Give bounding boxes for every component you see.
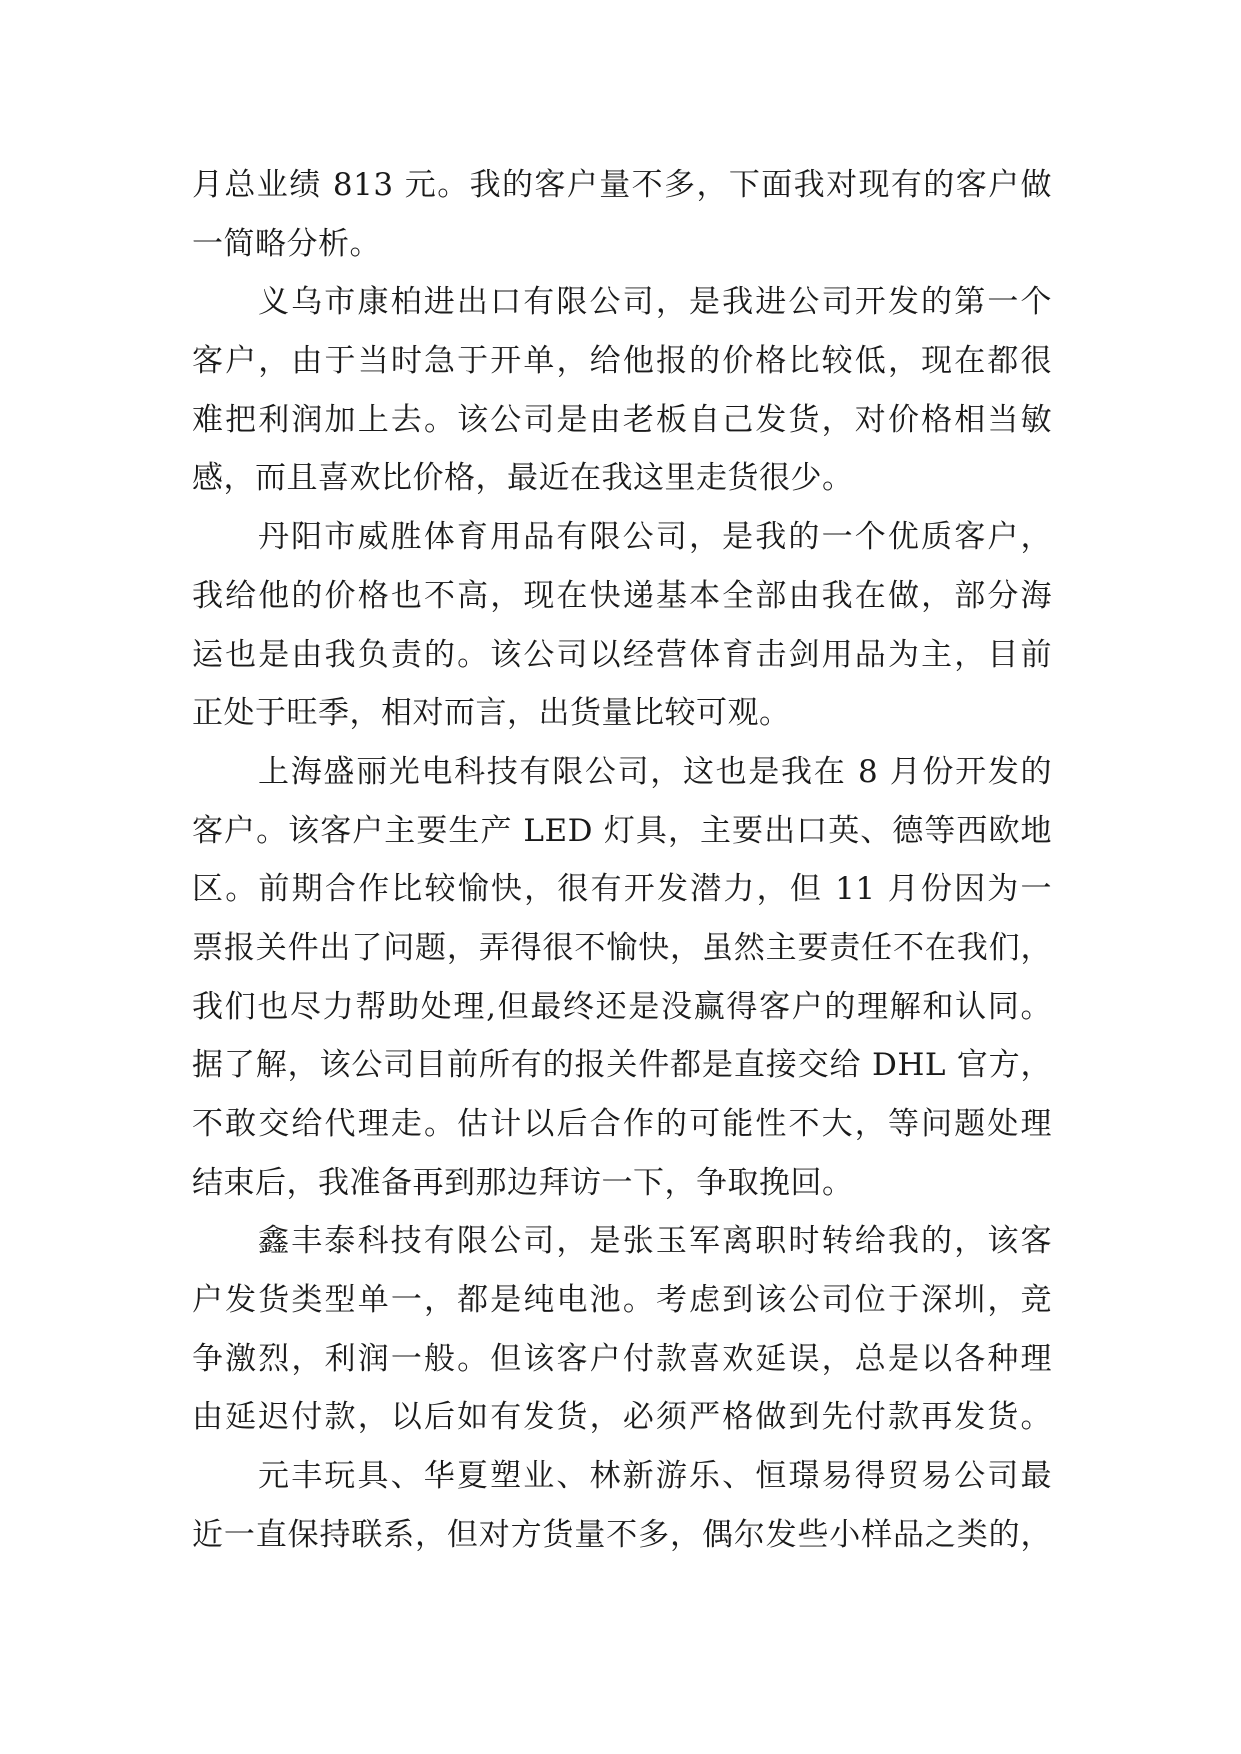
paragraph-sales-summary bbox=[192, 156, 1052, 273]
paragraph-kangbai bbox=[192, 273, 1052, 508]
text-line: 结束后，我准备再到那边拜访一下，争取挽回。 bbox=[192, 1164, 854, 1201]
text-line: 鑫丰泰科技有限公司，是张玉军离职时转给我的，该客 bbox=[258, 1223, 1052, 1260]
text-line: 户发货类型单一，都是纯电池。考虑到该公司位于深圳，竞 bbox=[192, 1282, 1052, 1319]
text-line: 客户，由于当时急于开单，给他报的价格比较低，现在都很 bbox=[192, 343, 1052, 380]
text-line: 正处于旺季，相对而言，出货量比较可观。 bbox=[192, 695, 791, 732]
paragraph-shengli bbox=[192, 743, 1052, 1213]
text-line: 丹阳市威胜体育用品有限公司，是我的一个优质客户， bbox=[258, 519, 1052, 556]
body-text bbox=[192, 156, 1052, 1565]
paragraph-weisheng bbox=[192, 508, 1052, 743]
text-line: 区。前期合作比较愉快，很有开发潜力，但 11 月份因为一 bbox=[192, 871, 1052, 908]
text-line: 运也是由我负责的。该公司以经营体育击剑用品为主，目前 bbox=[192, 636, 1052, 673]
text-line: 义乌市康柏进出口有限公司，是我进公司开发的第一个 bbox=[258, 284, 1052, 321]
text-line: 一简略分析。 bbox=[192, 225, 381, 262]
text-line: 我给他的价格也不高，现在快递基本全部由我在做，部分海 bbox=[192, 577, 1052, 614]
text-line: 客户。该客户主要生产 LED 灯具，主要出口英、德等西欧地 bbox=[192, 812, 1052, 849]
paragraph-xinfengtai bbox=[192, 1212, 1052, 1447]
text-line: 上海盛丽光电科技有限公司，这也是我在 8 月份开发的 bbox=[258, 753, 1052, 790]
text-line: 近一直保持联系，但对方货量不多，偶尔发些小样品之类的， bbox=[192, 1516, 1052, 1553]
text-line: 不敢交给代理走。估计以后合作的可能性不大，等问题处理 bbox=[192, 1106, 1052, 1142]
text-line: 据了解，该公司目前所有的报关件都是直接交给 DHL 官方， bbox=[192, 1047, 1052, 1084]
text-line: 元丰玩具、华夏塑业、林新游乐、恒璟易得贸易公司最 bbox=[258, 1458, 1052, 1495]
text-line: 难把利润加上去。该公司是由老板自己发货，对价格相当敏 bbox=[192, 401, 1052, 438]
text-line: 我们也尽力帮助处理,但最终还是没赢得客户的理解和认同。 bbox=[192, 988, 1052, 1025]
text-line: 感，而且喜欢比价格，最近在我这里走货很少。 bbox=[192, 460, 854, 497]
text-line: 月总业绩 813 元。我的客户量不多，下面我对现有的客户做 bbox=[192, 167, 1052, 203]
paragraph-other-clients bbox=[192, 1447, 1052, 1564]
text-line: 争激烈，利润一般。但该客户付款喜欢延误，总是以各种理 bbox=[192, 1340, 1052, 1377]
text-line: 票报关件出了问题，弄得很不愉快，虽然主要责任不在我们， bbox=[192, 929, 1052, 966]
text-line: 由延迟付款，以后如有发货，必须严格做到先付款再发货。 bbox=[192, 1399, 1052, 1436]
